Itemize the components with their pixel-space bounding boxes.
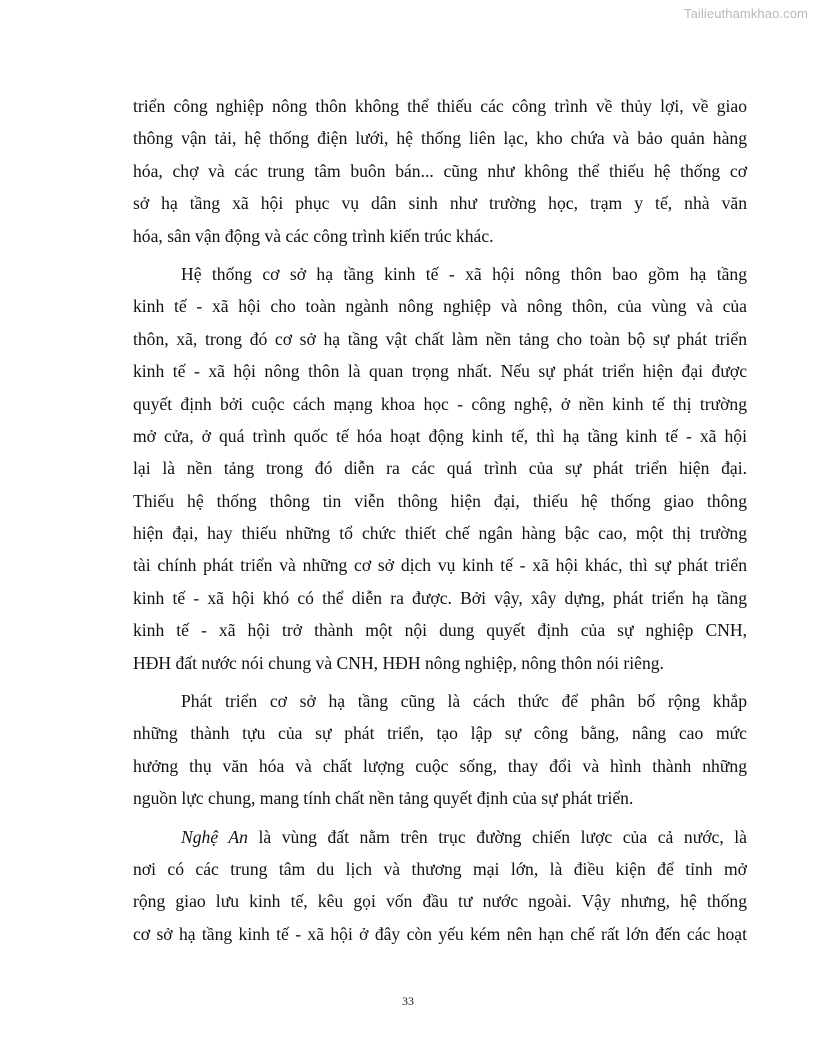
paragraph-1	[133, 90, 747, 252]
paragraph-2	[133, 258, 747, 679]
text-line: tài chính phát triển và những cơ sở dịch vụ kinh tế - xã hội khác, thì sự phát triển	[133, 555, 747, 576]
text-line: rộng giao lưu kinh tế, kêu gọi vốn đầu tư nước ngoài. Vậy nhưng, hệ thống	[133, 891, 747, 912]
text-line: HĐH đất nước nói chung và CNH, HĐH nông nghiệp, nông thôn nói riêng.	[133, 652, 664, 673]
text-line: sở hạ tầng xã hội phục vụ dân sinh như trường học, trạm y tế, nhà văn	[133, 193, 747, 214]
text-line: mở cửa, ở quá trình quốc tế hóa hoạt động kinh tế, thì hạ tầng kinh tế - xã hội	[133, 425, 747, 446]
text-line: cơ sở hạ tầng kinh tế - xã hội ở đây còn yếu kém nên hạn chế rất lớn đến các hoạt	[133, 923, 747, 944]
text-line: hiện đại, hay thiếu những tổ chức thiết chế ngân hàng bậc cao, một thị trường	[133, 523, 747, 544]
text-line: triển công nghiệp nông thôn không thể thiếu các công trình về thủy lợi, về giao	[133, 96, 747, 116]
text-line: thông vận tải, hệ thống điện lưới, hệ thống liên lạc, kho chứa và bảo quản hàng	[133, 128, 747, 149]
watermark: Tailieuthamkhao.com	[683, 6, 808, 21]
paragraph-4	[133, 821, 747, 951]
text-line: hóa, sân vận động và các công trình kiến trúc khác.	[133, 225, 494, 246]
text-line: những thành tựu của sự phát triển, tạo lập sự công bằng, nâng cao mức	[133, 723, 747, 744]
place-name: Nghệ An	[181, 826, 248, 847]
text-line: Thiếu hệ thống thông tin viễn thông hiện đại, thiếu hệ thống giao thông	[133, 490, 747, 511]
text-line: kinh tế - xã hội nông thôn là quan trọng nhất. Nếu sự phát triển hiện đại được	[133, 361, 747, 382]
text-line: nguồn lực chung, mang tính chất nền tảng quyết định của sự phát triển.	[133, 788, 634, 809]
text-line: thôn, xã, trong đó cơ sở hạ tầng vật chất làm nền tảng cho toàn bộ sự phát triển	[133, 328, 747, 349]
text-line: kinh tế - xã hội khó có thể diễn ra được. Bởi vậy, xây dựng, phát triển hạ tầng	[133, 587, 747, 608]
text-line: kinh tế - xã hội cho toàn ngành nông nghiệp và nông thôn, của vùng và của	[133, 296, 747, 317]
text-line: hóa, chợ và các trung tâm buôn bán... cũng như không thể thiếu hệ thống cơ	[133, 160, 747, 181]
page-number: 33	[402, 994, 414, 1008]
text-line: Hệ thống cơ sở hạ tầng kinh tế - xã hội nông thôn bao gồm hạ tầng	[181, 263, 747, 284]
text-line: nơi có các trung tâm du lịch và thương mại lớn, là điều kiện để tỉnh mở	[133, 858, 747, 879]
line-continuation: là vùng đất nằm trên trục đường chiến lược của cả nước, là	[247, 826, 747, 847]
text-line: hưởng thụ văn hóa và chất lượng cuộc sống, thay đổi và hình thành những	[133, 755, 747, 776]
text-line: kinh tế - xã hội trở thành một nội dung quyết định của sự nghiệp CNH,	[133, 620, 747, 641]
document-body	[133, 90, 747, 950]
text-line	[133, 821, 747, 853]
text-line: Phát triển cơ sở hạ tầng cũng là cách thức để phân bố rộng khắp	[181, 691, 747, 712]
text-line: quyết định bởi cuộc cách mạng khoa học - công nghệ, ở nền kinh tế thị trường	[133, 393, 747, 414]
text-line: lại là nền tảng trong đó diễn ra các quá trình của sự phát triển hiện đại.	[133, 458, 747, 479]
paragraph-3	[133, 685, 747, 815]
